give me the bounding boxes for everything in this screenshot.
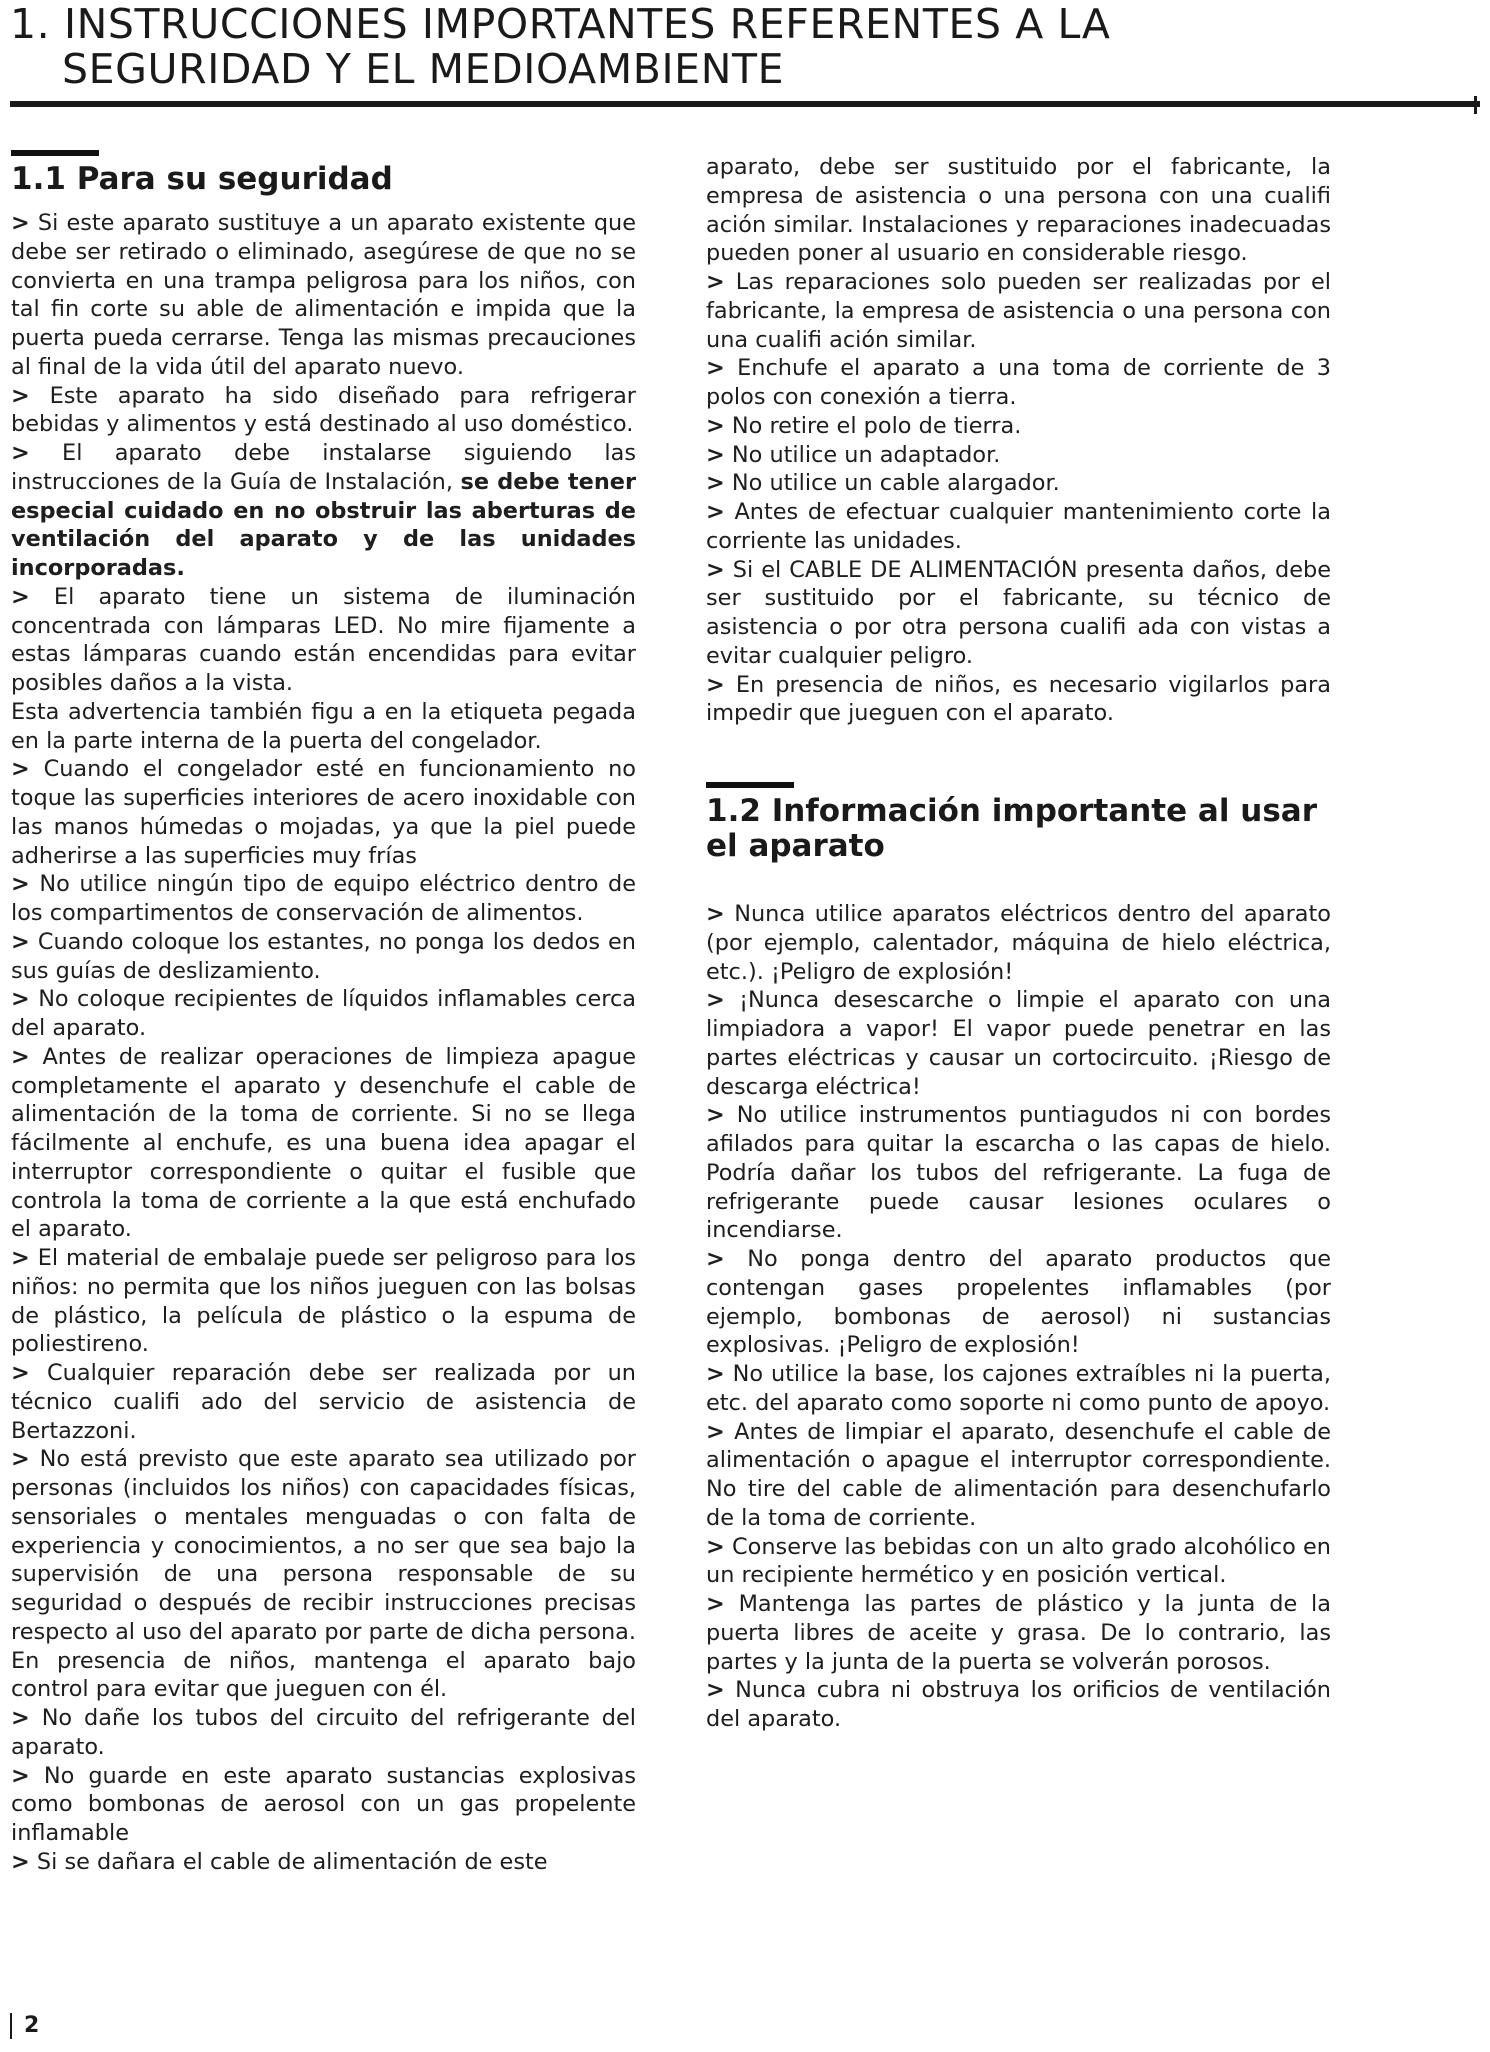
paragraph-text: Antes de limpiar el aparato, desenchufe el cable de alimentación o apague el interruptor correspondiente. No tire del cable de alimentación para desenchufarlo de la toma de corriente. <box>706 1418 1332 1531</box>
paragraph-text: No utilice un adaptador. <box>731 441 1001 468</box>
paragraph-text: No utilice la base, los cajones extraíbles ni la puerta, etc. del aparato como soporte ni como punto de apoyo. <box>706 1361 1331 1416</box>
paragraph <box>706 1101 1331 1245</box>
paragraph-text: Nunca utilice aparatos eléctricos dentro del aparato (por ejemplo, calentador, máquina de hielo eléctrica, etc.). ¡Peligro de explosión! <box>706 901 1331 985</box>
paragraph <box>11 1244 636 1359</box>
bullet-arrow-icon: > <box>11 210 30 236</box>
bullet-arrow-icon: > <box>706 1418 725 1445</box>
bullet-arrow-icon: > <box>706 901 725 927</box>
paragraph-text: En presencia de niños, es necesario vigilarlos para impedir que jueguen con el aparato. <box>706 671 1331 727</box>
paragraph <box>706 986 1331 1101</box>
bullet-arrow-icon: > <box>706 1677 725 1704</box>
paragraph <box>706 1590 1331 1676</box>
bullet-arrow-icon: > <box>11 1762 30 1789</box>
paragraph-text: El aparato tiene un sistema de iluminación concentrada con lámparas LED. No mire fijamente a estas lámparas cuando están encendidas para evitar posibles daños a la vista. <box>11 583 636 696</box>
paragraph <box>11 1762 636 1848</box>
paragraph <box>706 441 1331 470</box>
bullet-arrow-icon: > <box>706 1361 725 1387</box>
paragraph-text: Cuando el congelador esté en funcionamiento no toque las superficies interiores de acero inoxidable con las manos húmedas o mojadas, ya que la piel puede adherirse a las superficies muy frías <box>11 756 636 869</box>
bullet-arrow-icon: > <box>11 928 30 955</box>
paragraph-text: aparato, debe ser sustituido por el fabricante, la empresa de asistencia o una persona con una cualifi ación similar. Instalaciones y reparaciones inadecuadas pueden poner al usuario en considerable riesgo. <box>706 154 1331 267</box>
paragraph-text: Este aparato ha sido diseñado para refrigerar bebidas y alimentos y está destinado al uso doméstico. <box>11 382 636 438</box>
paragraph <box>11 985 636 1043</box>
paragraph-text: No está previsto que este aparato sea utilizado por personas (incluidos los niños) con capacidades físicas, sensoriales o mentales menguadas o con falta de experiencia y conocimientos, a no ser que sea bajo la supervisión de una persona responsable de su seguridad o después de recibir instrucciones precisas respecto al uso del aparato por parte de dicha persona. En presencia de niños, mantenga el aparato bajo control para evitar que jueguen con él. <box>11 1446 636 1703</box>
paragraph <box>11 870 636 928</box>
bullet-arrow-icon: > <box>706 412 725 439</box>
paragraph-text: ¡Nunca desescarche o limpie el aparato con una limpiadora a vapor! El vapor puede penetrar en las partes eléctricas y causar un cortocircuito. ¡Riesgo de descarga eléctrica! <box>706 987 1331 1100</box>
paragraph <box>706 671 1331 729</box>
chapter-title-line-2: SEGURIDAD Y EL MEDIOAMBIENTE <box>62 45 785 93</box>
paragraph-text: No utilice instrumentos puntiagudos ni con bordes afilados para quitar la escarcha o las capas de hielo. Podría dañar los tubos del refrigerante. La fuga de refrigerante puede causar lesiones oculares o incendiarse. <box>706 1102 1331 1244</box>
page-number: 2 <box>10 2013 39 2039</box>
section-1-1-continued <box>706 153 1331 728</box>
bullet-arrow-icon: > <box>11 1848 30 1875</box>
paragraph <box>11 1359 636 1445</box>
bullet-arrow-icon: > <box>11 1360 30 1386</box>
paragraph <box>11 1704 636 1762</box>
paragraph <box>11 1043 636 1244</box>
bullet-arrow-icon: > <box>11 1245 30 1271</box>
bullet-arrow-icon: > <box>706 671 725 698</box>
title-underline <box>10 101 1480 107</box>
title-underline-end-mark <box>1474 96 1477 114</box>
section-marker <box>11 150 99 156</box>
paragraph-text: El material de embalaje puede ser peligroso para los niños: no permita que los niños jueguen con las bolsas de plástico, la película de plástico o la espuma de poliestireno. <box>11 1245 636 1358</box>
section-1-1 <box>11 150 636 1877</box>
chapter-title-line-1: 1. INSTRUCCIONES IMPORTANTES REFERENTES A LA <box>10 0 1111 48</box>
paragraph-text: Conserve las bebidas con un alto grado alcohólico en un recipiente hermético y en posición vertical. <box>706 1533 1331 1589</box>
paragraph <box>11 1848 636 1877</box>
paragraph <box>706 1245 1331 1360</box>
paragraph-text: Esta advertencia también figu a en la etiqueta pegada en la parte interna de la puerta del congelador. <box>11 698 636 754</box>
bullet-arrow-icon: > <box>11 1043 30 1070</box>
paragraph <box>706 1676 1331 1734</box>
bullet-arrow-icon: > <box>706 1533 725 1560</box>
bullet-arrow-icon: > <box>706 499 725 525</box>
paragraph <box>706 1533 1331 1591</box>
section-1-1-paragraphs <box>11 209 636 1877</box>
paragraph <box>706 556 1331 671</box>
left-column <box>11 150 636 1877</box>
chapter-title <box>10 2 1450 92</box>
bullet-arrow-icon: > <box>11 1446 30 1473</box>
section-1-2-paragraphs <box>706 900 1331 1734</box>
paragraph <box>11 439 636 583</box>
bullet-arrow-icon: > <box>706 355 725 382</box>
paragraph-text: Si este aparato sustituye a un aparato existente que debe ser retirado o eliminado, asegúrese de que no se convierta en una trampa peligrosa para los niños, con tal fin corte su able de alimentación e impida que la puerta pueda cerrarse. Tenga las mismas precauciones al final de la vida útil del aparato nuevo. <box>11 210 636 380</box>
paragraph <box>706 354 1331 412</box>
paragraph-text: No retire el polo de tierra. <box>731 412 1022 439</box>
paragraph <box>11 1445 636 1704</box>
paragraph <box>11 583 636 698</box>
paragraph-text: Cuando coloque los estantes, no ponga los dedos en sus guías de deslizamiento. <box>11 928 636 984</box>
paragraph-text: Si se dañara el cable de alimentación de este <box>36 1848 548 1875</box>
paragraph <box>11 209 636 382</box>
paragraph <box>706 498 1331 556</box>
paragraph <box>706 469 1331 498</box>
paragraph-text: No utilice un cable alargador. <box>731 470 1060 497</box>
paragraph-text: Antes de efectuar cualquier mantenimiento corte la corriente las unidades. <box>706 499 1331 554</box>
right-column <box>706 153 1331 1734</box>
bullet-arrow-icon: > <box>706 987 725 1014</box>
bullet-arrow-icon: > <box>11 986 30 1013</box>
bullet-arrow-icon: > <box>706 1102 725 1129</box>
paragraph <box>706 1360 1331 1418</box>
paragraph-text: No dañe los tubos del circuito del refrigerante del aparato. <box>11 1705 636 1760</box>
bullet-arrow-icon: > <box>11 756 30 783</box>
paragraph-text: No coloque recipientes de líquidos inflamables cerca del aparato. <box>11 986 636 1041</box>
paragraph <box>11 698 636 756</box>
paragraph-text: No ponga dentro del aparato productos que contengan gases propelentes inflamables (por ejemplo, bombonas de aerosol) ni sustancias explosivas. ¡Peligro de explosión! <box>706 1246 1331 1359</box>
paragraph-text: Enchufe el aparato a una toma de corriente de 3 polos con conexión a tierra. <box>706 355 1332 410</box>
paragraph <box>11 755 636 870</box>
bullet-arrow-icon: > <box>11 382 30 409</box>
paragraph-text: No utilice ningún tipo de equipo eléctrico dentro de los compartimentos de conservación de alimentos. <box>11 871 636 926</box>
paragraph-text: Mantenga las partes de plástico y la junta de la puerta libres de aceite y grasa. De lo contrario, las partes y la junta de la puerta se volverán porosos. <box>706 1591 1331 1675</box>
bullet-arrow-icon: > <box>706 556 725 583</box>
paragraph-text: Si el CABLE DE ALIMENTACIÓN presenta daños, debe ser sustituido por el fabricante, su técnico de asistencia o por otra persona cualifi ada con vistas a evitar cualquier peligro. <box>706 556 1331 669</box>
section-1-2 <box>706 782 1331 1734</box>
paragraph <box>706 900 1331 986</box>
bullet-arrow-icon: > <box>11 440 30 466</box>
paragraph <box>706 412 1331 441</box>
paragraph <box>706 1418 1331 1533</box>
paragraph <box>11 928 636 986</box>
bullet-arrow-icon: > <box>706 269 725 295</box>
paragraph-bold-text: se debe tener especial cuidado en no obstruir las aberturas de ventilación del aparato y de las unidades incorporadas. <box>11 468 636 581</box>
paragraph <box>706 268 1331 354</box>
paragraph-text: Nunca cubra ni obstruya los orificios de ventilación del aparato. <box>706 1677 1331 1732</box>
bullet-arrow-icon: > <box>11 871 30 898</box>
paragraph-text: Las reparaciones solo pueden ser realizadas por el fabricante, la empresa de asistencia o una persona con una cualifi ación similar. <box>706 269 1331 353</box>
bullet-arrow-icon: > <box>11 1705 30 1731</box>
bullet-arrow-icon: > <box>706 1591 725 1617</box>
section-heading: 1.2 Información importante al usar el aparato <box>706 793 1317 864</box>
section-heading: 1.1 Para su seguridad <box>11 161 393 197</box>
paragraph <box>11 382 636 440</box>
bullet-arrow-icon: > <box>706 1246 725 1272</box>
paragraph-text: Antes de realizar operaciones de limpieza apague completamente el aparato y desenchufe el cable de alimentación de la toma de corriente. Si no se llega fácilmente al enchufe, es una buena idea apagar el interruptor correspondiente o quitar el fusible que controla la toma de corriente a la que está enchufado el aparato. <box>11 1043 637 1243</box>
paragraph-text: Cualquier reparación debe ser realizada por un técnico cualifi ado del servicio de asistencia de Bertazzoni. <box>11 1360 636 1444</box>
bullet-arrow-icon: > <box>11 583 30 610</box>
bullet-arrow-icon: > <box>706 441 725 468</box>
paragraph-text: No guarde en este aparato sustancias explosivas como bombonas de aerosol con un gas propelente inflamable <box>11 1762 636 1846</box>
bullet-arrow-icon: > <box>706 470 725 497</box>
paragraph-text: El aparato debe instalarse siguiendo las instrucciones de la Guía de Instalación, <box>11 440 636 495</box>
section-marker <box>706 782 794 788</box>
paragraph <box>706 153 1331 268</box>
